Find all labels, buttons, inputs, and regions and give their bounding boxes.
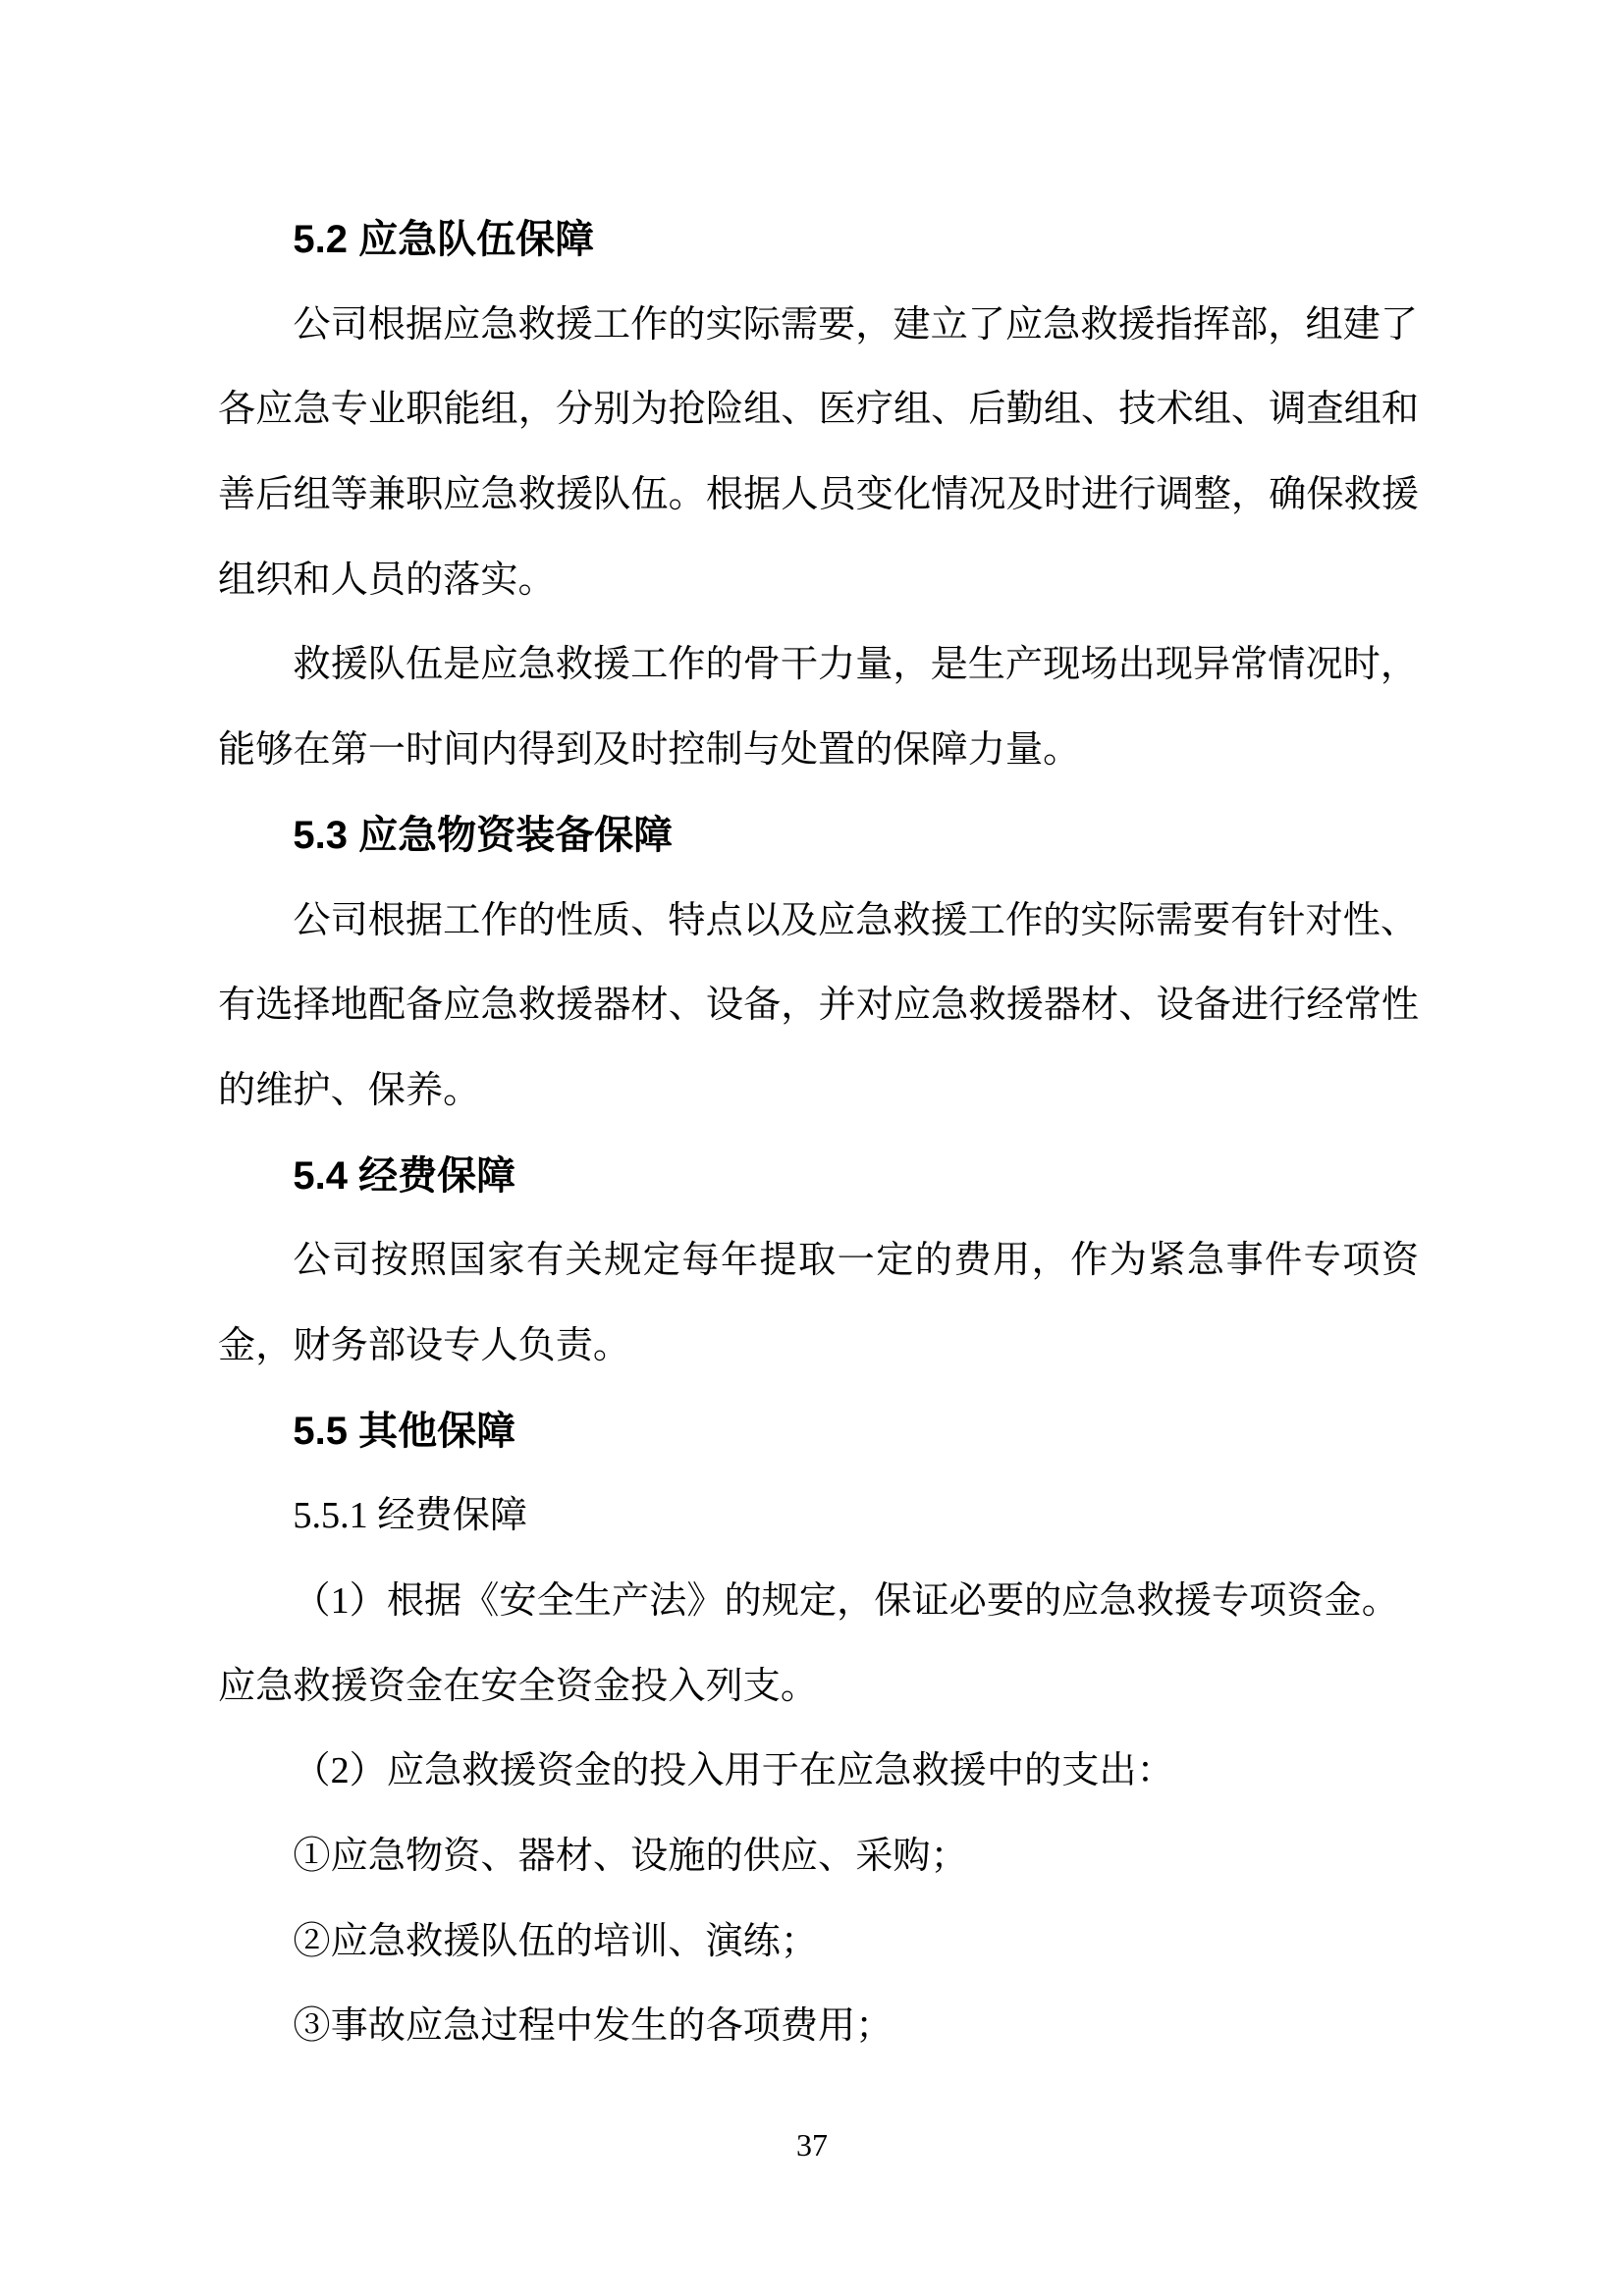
section-heading-5-3: 5.3 应急物资装备保障 bbox=[293, 813, 674, 857]
body-line: 公司根据应急救援工作的实际需要，建立了应急救援指挥部，组建了 bbox=[293, 303, 1419, 346]
body-line: 善后组等兼职应急救援队伍。根据人员变化情况及时进行调整，确保救援 bbox=[218, 474, 1419, 516]
body-line: 的维护、保养。 bbox=[218, 1069, 481, 1111]
body-line: 金，财务部设专人负责。 bbox=[218, 1324, 631, 1366]
section-heading-5-4: 5.4 经费保障 bbox=[293, 1153, 516, 1198]
body-line: 公司按照国家有关规定每年提取一定的费用，作为紧急事件专项资 bbox=[293, 1240, 1419, 1282]
body-line: 能够在第一时间内得到及时控制与处置的保障力量。 bbox=[218, 729, 1081, 772]
list-item-2: （2）应急救援资金的投入用于在应急救援中的支出： bbox=[293, 1750, 1174, 1792]
page-number: 37 bbox=[796, 2127, 828, 2163]
body-line: 各应急专业职能组，分别为抢险组、医疗组、后勤组、技术组、调查组和 bbox=[218, 389, 1419, 431]
body-line: 救援队伍是应急救援工作的骨干力量，是生产现场出现异常情况时， bbox=[293, 644, 1419, 686]
list-item-1: （1）根据《安全生产法》的规定，保证必要的应急救援专项资金。 bbox=[293, 1580, 1399, 1622]
page-body bbox=[218, 197, 1419, 2069]
circled-list-item-1: ①应急物资、器材、设施的供应、采购； bbox=[293, 1836, 968, 1878]
section-heading-5-2: 5.2 应急队伍保障 bbox=[293, 218, 595, 261]
body-line: 公司根据工作的性质、特点以及应急救援工作的实际需要有针对性、 bbox=[293, 899, 1419, 941]
section-heading-5-5: 5.5 其他保障 bbox=[293, 1409, 516, 1453]
circled-list-item-3: ③事故应急过程中发生的各项费用； bbox=[293, 2005, 893, 2048]
body-line: 应急救援资金在安全资金投入列支。 bbox=[218, 1665, 818, 1707]
body-line: 组织和人员的落实。 bbox=[218, 559, 556, 601]
body-line: 有选择地配备应急救援器材、设备，并对应急救援器材、设备进行经常性 bbox=[218, 985, 1419, 1027]
subsection-heading-5-5-1: 5.5.1 经费保障 bbox=[293, 1495, 528, 1537]
circled-list-item-2: ②应急救援队伍的培训、演练； bbox=[293, 1920, 819, 1962]
